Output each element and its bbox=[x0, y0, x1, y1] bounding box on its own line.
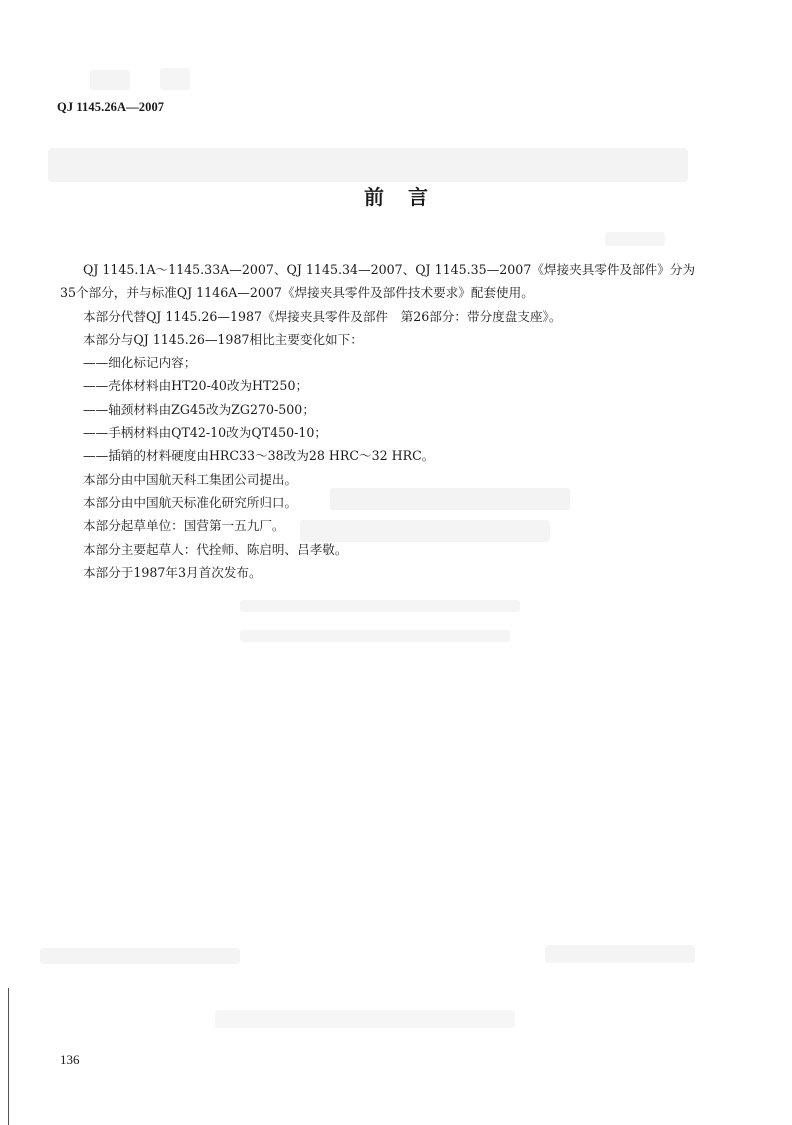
foreword-body bbox=[60, 258, 740, 584]
change-list-item: ——壳体材料由HT20-40改为HT250； bbox=[83, 378, 309, 394]
paragraph: 本部分于1987年3月首次发布。 bbox=[83, 564, 262, 580]
paragraph: QJ 1145.1A～1145.33A—2007、QJ 1145.34—2007、QJ 1145.35—2007《焊接夹具零件及部件》分为 bbox=[83, 262, 696, 277]
paragraph: 本部分代替QJ 1145.26—1987《焊接夹具零件及部件 第26部分：带分度盘支座》。 bbox=[83, 308, 562, 324]
paragraph: 35个部分，并与标准QJ 1146A—2007《焊接夹具零件及部件技术要求》配套使用。 bbox=[60, 285, 534, 301]
change-list-item: ——插销的材料硬度由HRC33～38改为28 HRC～32 HRC。 bbox=[83, 448, 435, 464]
page-title: 前言 bbox=[364, 185, 452, 209]
change-list-item: ——轴颈材料由ZG45改为ZG270-500； bbox=[83, 401, 315, 417]
paragraph: 本部分主要起草人：代拴师、陈启明、吕孝敬。 bbox=[83, 541, 348, 557]
paragraph: 本部分起草单位：国营第一五九厂。 bbox=[83, 518, 285, 534]
paragraph: 本部分由中国航天科工集团公司提出。 bbox=[83, 471, 298, 487]
paragraph: 本部分由中国航天标准化研究所归口。 bbox=[83, 494, 298, 510]
margin-line bbox=[8, 988, 9, 1125]
page-number: 136 bbox=[60, 1052, 80, 1067]
standard-number: QJ 1145.26A—2007 bbox=[57, 100, 165, 114]
change-list-item: ——手柄材料由QT42-10改为QT450-10； bbox=[83, 425, 328, 441]
change-list-item: ——细化标记内容； bbox=[83, 355, 197, 371]
paragraph: 本部分与QJ 1145.26—1987相比主要变化如下： bbox=[83, 331, 363, 347]
